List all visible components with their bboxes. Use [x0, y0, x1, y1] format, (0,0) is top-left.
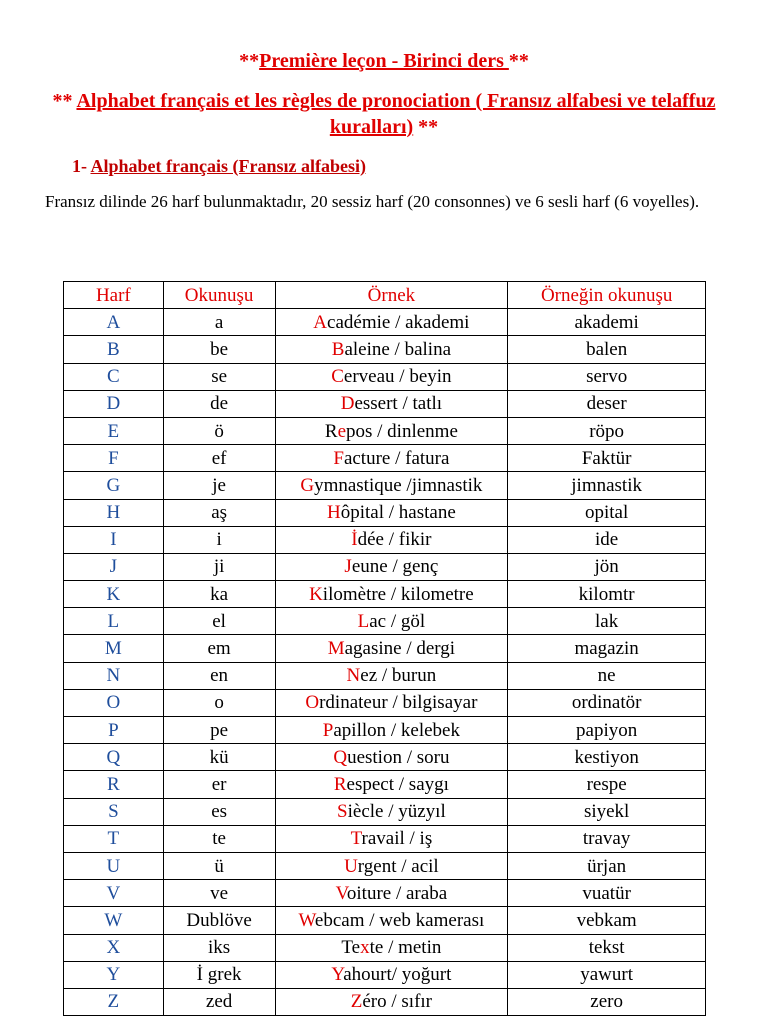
example-cell — [275, 608, 508, 635]
section-number: 1- — [72, 156, 91, 176]
table-row — [64, 717, 706, 744]
pronunciation-cell: el — [163, 608, 275, 635]
example-rest: eune / genç — [351, 556, 439, 578]
example-pronunciation-cell: kilomtr — [508, 581, 706, 608]
example-cell — [275, 499, 508, 526]
example-rest: ahourt/ yoğurt — [343, 964, 452, 986]
pronunciation-cell: aş — [163, 499, 275, 526]
example-cell — [275, 771, 508, 798]
letter-cell: Q — [64, 744, 164, 771]
example-pronunciation-cell: lak — [508, 608, 706, 635]
example-highlight-letter: U — [344, 855, 358, 877]
section-heading — [72, 154, 366, 178]
letter-cell: O — [64, 689, 164, 716]
letter-cell: B — [64, 336, 164, 363]
example-rest: ebcam / web kamerası — [314, 909, 485, 931]
example-pronunciation-cell: siyekl — [508, 798, 706, 825]
letter-cell: G — [64, 472, 164, 499]
example-cell — [275, 309, 508, 336]
example-highlight-letter: K — [309, 583, 323, 605]
letter-cell: X — [64, 934, 164, 961]
example-highlight-letter: G — [300, 474, 315, 496]
example-highlight-letter: A — [313, 311, 328, 333]
title-suffix: ** — [508, 50, 529, 72]
pronunciation-cell: ü — [163, 852, 275, 879]
letter-cell: F — [64, 445, 164, 472]
example-prefix: R — [324, 420, 338, 442]
letter-cell: E — [64, 417, 164, 444]
example-highlight-letter: N — [346, 665, 361, 687]
table-row — [64, 798, 706, 825]
example-highlight-letter: W — [298, 909, 315, 931]
table-row — [64, 934, 706, 961]
example-pronunciation-cell: balen — [508, 336, 706, 363]
letter-cell: A — [64, 309, 164, 336]
table-row — [64, 988, 706, 1015]
example-rest: pos / dinlenme — [346, 420, 458, 442]
example-highlight-letter: V — [335, 882, 347, 904]
example-highlight-letter: D — [340, 393, 355, 415]
example-highlight-letter: e — [337, 420, 346, 442]
example-rest: rdinateur / bilgisayar — [319, 692, 478, 714]
table-row — [64, 363, 706, 390]
table-row — [64, 581, 706, 608]
example-rest: ac / göl — [369, 610, 426, 632]
letter-cell: C — [64, 363, 164, 390]
example-rest: essert / tatlı — [354, 393, 443, 415]
example-cell — [275, 417, 508, 444]
example-pronunciation-cell: vebkam — [508, 907, 706, 934]
example-pronunciation-cell: vuatür — [508, 880, 706, 907]
example-cell — [275, 825, 508, 852]
pronunciation-cell: pe — [163, 717, 275, 744]
pronunciation-cell: o — [163, 689, 275, 716]
alphabet-table — [63, 281, 706, 1016]
header-pronunciation: Okunuşu — [163, 282, 275, 309]
example-pronunciation-cell: ordinatör — [508, 689, 706, 716]
pronunciation-cell: iks — [163, 934, 275, 961]
example-pronunciation-cell: yawurt — [508, 961, 706, 988]
example-pronunciation-cell: zero — [508, 988, 706, 1015]
example-pronunciation-cell: röpo — [508, 417, 706, 444]
example-rest: iècle / yüzyıl — [347, 801, 446, 823]
letter-cell: Y — [64, 961, 164, 988]
example-rest: agasine / dergi — [344, 638, 456, 660]
pronunciation-cell: be — [163, 336, 275, 363]
header-example: Örnek — [275, 282, 508, 309]
example-pronunciation-cell: opital — [508, 499, 706, 526]
example-rest: erveau / beyin — [343, 366, 452, 388]
example-pronunciation-cell: jimnastik — [508, 472, 706, 499]
example-highlight-letter: L — [357, 610, 370, 632]
pronunciation-cell: zed — [163, 988, 275, 1015]
table-header-row — [64, 282, 706, 309]
pronunciation-cell: em — [163, 635, 275, 662]
pronunciation-cell: je — [163, 472, 275, 499]
pronunciation-cell: i — [163, 526, 275, 553]
example-cell — [275, 472, 508, 499]
pronunciation-cell: ve — [163, 880, 275, 907]
table-row — [64, 553, 706, 580]
pronunciation-cell: en — [163, 662, 275, 689]
example-rest: ymnastique /jimnastik — [314, 474, 483, 496]
example-cell — [275, 526, 508, 553]
pronunciation-cell: Dublöve — [163, 907, 275, 934]
example-highlight-letter: Q — [333, 746, 348, 768]
example-cell — [275, 581, 508, 608]
pronunciation-cell: es — [163, 798, 275, 825]
example-cell — [275, 635, 508, 662]
pronunciation-cell: kü — [163, 744, 275, 771]
example-pronunciation-cell: papiyon — [508, 717, 706, 744]
table-row — [64, 771, 706, 798]
example-pronunciation-cell: akademi — [508, 309, 706, 336]
section-heading-text: Alphabet français (Fransız alfabesi) — [90, 156, 366, 176]
example-highlight-letter: M — [327, 638, 345, 660]
example-cell — [275, 363, 508, 390]
pronunciation-cell: ef — [163, 445, 275, 472]
letter-cell: J — [64, 553, 164, 580]
example-highlight-letter: İ — [351, 529, 358, 551]
table-row — [64, 445, 706, 472]
pronunciation-cell: te — [163, 825, 275, 852]
letter-cell: N — [64, 662, 164, 689]
example-rest: éro / sıfır — [362, 991, 433, 1013]
example-rest: ravail / iş — [361, 828, 433, 850]
example-highlight-letter: R — [333, 773, 347, 795]
example-highlight-letter: Y — [331, 964, 344, 986]
example-pronunciation-cell: Faktür — [508, 445, 706, 472]
example-rest: cadémie / akademi — [327, 311, 470, 333]
table-row — [64, 961, 706, 988]
example-highlight-letter: x — [360, 937, 370, 959]
table-row — [64, 852, 706, 879]
table-row — [64, 825, 706, 852]
title-text: Alphabet français et les règles de pronociation ( Fransız alfabesi ve telaffuz kuralları) — [76, 90, 716, 138]
example-cell — [275, 798, 508, 825]
example-cell — [275, 961, 508, 988]
pronunciation-cell: a — [163, 309, 275, 336]
example-pronunciation-cell: respe — [508, 771, 706, 798]
letter-cell: W — [64, 907, 164, 934]
example-cell — [275, 553, 508, 580]
table-row — [64, 472, 706, 499]
example-pronunciation-cell: kestiyon — [508, 744, 706, 771]
example-cell — [275, 445, 508, 472]
example-rest: ez / burun — [360, 665, 437, 687]
pronunciation-cell: er — [163, 771, 275, 798]
pronunciation-cell: İ grek — [163, 961, 275, 988]
lesson-title — [0, 48, 768, 74]
alphabet-title — [40, 88, 728, 140]
table-row — [64, 880, 706, 907]
letter-cell: P — [64, 717, 164, 744]
example-highlight-letter: S — [337, 801, 348, 823]
letter-cell: I — [64, 526, 164, 553]
example-prefix: Te — [341, 937, 361, 959]
header-example-pronunciation: Örneğin okunuşu — [508, 282, 706, 309]
example-cell — [275, 852, 508, 879]
letter-cell: U — [64, 852, 164, 879]
table-row — [64, 608, 706, 635]
example-cell — [275, 662, 508, 689]
table-row — [64, 309, 706, 336]
example-cell — [275, 689, 508, 716]
example-rest: apillon / kelebek — [333, 719, 460, 741]
example-rest: ôpital / hastane — [340, 502, 456, 524]
pronunciation-cell: ji — [163, 553, 275, 580]
example-highlight-letter: B — [331, 338, 345, 360]
example-highlight-letter: Z — [350, 991, 363, 1013]
table-row — [64, 744, 706, 771]
example-cell — [275, 907, 508, 934]
example-highlight-letter: H — [327, 502, 341, 524]
letter-cell: M — [64, 635, 164, 662]
example-cell — [275, 336, 508, 363]
table-row — [64, 499, 706, 526]
example-cell — [275, 390, 508, 417]
table-row — [64, 336, 706, 363]
example-pronunciation-cell: travay — [508, 825, 706, 852]
example-rest: espect / saygı — [346, 773, 449, 795]
letter-cell: T — [64, 825, 164, 852]
letter-cell: H — [64, 499, 164, 526]
table-row — [64, 689, 706, 716]
example-cell — [275, 880, 508, 907]
title-text: Première leçon - Birinci ders — [259, 50, 509, 72]
table-row — [64, 907, 706, 934]
example-pronunciation-cell: ne — [508, 662, 706, 689]
letter-cell: D — [64, 390, 164, 417]
example-cell — [275, 934, 508, 961]
example-rest: te / metin — [369, 937, 442, 959]
title-prefix: ** — [52, 90, 77, 112]
pronunciation-cell: de — [163, 390, 275, 417]
table-row — [64, 662, 706, 689]
example-rest: uestion / soru — [347, 746, 450, 768]
example-highlight-letter: C — [331, 366, 344, 388]
header-letter: Harf — [64, 282, 164, 309]
letter-cell: L — [64, 608, 164, 635]
pronunciation-cell: se — [163, 363, 275, 390]
intro-paragraph: Fransız dilinde 26 harf bulunmaktadır, 20 sessiz harf (20 consonnes) ve 6 sesli harf (6 voyelles). — [45, 192, 700, 211]
example-cell — [275, 717, 508, 744]
pronunciation-cell: ka — [163, 581, 275, 608]
example-cell — [275, 744, 508, 771]
example-pronunciation-cell: ide — [508, 526, 706, 553]
example-cell — [275, 988, 508, 1015]
example-highlight-letter: F — [333, 447, 344, 469]
example-pronunciation-cell: tekst — [508, 934, 706, 961]
letter-cell: V — [64, 880, 164, 907]
example-rest: aleine / balina — [344, 338, 452, 360]
table-row — [64, 526, 706, 553]
pronunciation-cell: ö — [163, 417, 275, 444]
example-rest: ilomètre / kilometre — [322, 583, 474, 605]
example-rest: acture / fatura — [343, 447, 450, 469]
title-suffix: ** — [413, 116, 439, 138]
example-pronunciation-cell: servo — [508, 363, 706, 390]
example-pronunciation-cell: deser — [508, 390, 706, 417]
example-highlight-letter: P — [322, 719, 334, 741]
example-highlight-letter: T — [350, 828, 362, 850]
letter-cell: S — [64, 798, 164, 825]
letter-cell: Z — [64, 988, 164, 1015]
example-pronunciation-cell: jön — [508, 553, 706, 580]
table-row — [64, 635, 706, 662]
example-pronunciation-cell: ürjan — [508, 852, 706, 879]
example-highlight-letter: J — [344, 556, 352, 578]
table-body — [64, 309, 706, 1016]
table-row — [64, 390, 706, 417]
example-rest: rgent / acil — [357, 855, 439, 877]
title-prefix: ** — [239, 50, 260, 72]
table-row — [64, 417, 706, 444]
example-highlight-letter: O — [305, 692, 320, 714]
letter-cell: R — [64, 771, 164, 798]
example-pronunciation-cell: magazin — [508, 635, 706, 662]
letter-cell: K — [64, 581, 164, 608]
example-rest: dée / fikir — [357, 529, 432, 551]
example-rest: oiture / araba — [346, 882, 448, 904]
